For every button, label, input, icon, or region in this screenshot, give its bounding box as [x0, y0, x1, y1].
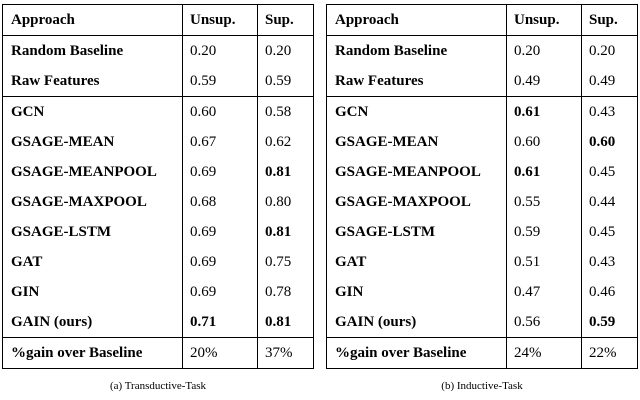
approach-cell: GIN	[11, 284, 40, 300]
unsup-cell: 0.49	[507, 66, 582, 97]
approach-cell: GAT	[335, 254, 367, 270]
sup-cell: 0.62	[258, 127, 314, 157]
unsup-cell: 0.56	[507, 307, 582, 338]
gain-sup: 37%	[258, 338, 314, 369]
approach-cell: GCN	[11, 104, 45, 120]
transductive-table	[2, 4, 314, 369]
unsup-cell: 0.68	[183, 187, 258, 217]
sup-cell: 0.43	[582, 247, 638, 277]
approach-cell: GSAGE-LSTM	[335, 224, 436, 240]
table-row	[327, 247, 638, 277]
inductive-caption: (b) Inductive-Task	[441, 380, 523, 392]
gain-sup: 22%	[582, 338, 638, 369]
sup-cell: 0.81	[258, 307, 314, 338]
sup-cell: 0.60	[582, 127, 638, 157]
unsup-cell: 0.71	[183, 307, 258, 338]
table-row	[3, 247, 314, 277]
unsup-cell: 0.61	[507, 157, 582, 187]
sup-cell: 0.20	[258, 36, 314, 67]
sup-cell: 0.45	[582, 217, 638, 247]
approach-cell: GAIN (ours)	[335, 314, 417, 330]
header-sup: Sup.	[258, 5, 314, 36]
approach-cell: GSAGE-MEANPOOL	[335, 164, 481, 180]
unsup-cell: 0.55	[507, 187, 582, 217]
sup-cell: 0.58	[258, 97, 314, 128]
header-row	[3, 5, 314, 36]
gain-row	[327, 338, 638, 369]
approach-cell: GSAGE-MAXPOOL	[11, 194, 147, 210]
unsup-cell: 0.69	[183, 277, 258, 307]
table-row	[327, 127, 638, 157]
sup-cell: 0.75	[258, 247, 314, 277]
approach-cell: GSAGE-MEAN	[11, 134, 115, 150]
approach-cell: Random Baseline	[11, 43, 124, 59]
table-row	[327, 217, 638, 247]
header-unsup: Unsup.	[183, 5, 258, 36]
approach-cell: GSAGE-MEANPOOL	[11, 164, 157, 180]
approach-cell: GIN	[335, 284, 364, 300]
approach-cell: Raw Features	[335, 73, 424, 89]
inductive-panel	[326, 4, 638, 369]
table-row	[3, 157, 314, 187]
table-row	[3, 127, 314, 157]
gain-unsup: 24%	[507, 338, 582, 369]
header-unsup: Unsup.	[507, 5, 582, 36]
table-row	[3, 36, 314, 67]
sup-cell: 0.59	[582, 307, 638, 338]
header-sup: Sup.	[582, 5, 638, 36]
table-row	[327, 277, 638, 307]
gain-label: %gain over Baseline	[335, 345, 467, 361]
table-row	[3, 97, 314, 128]
header-approach: Approach	[11, 12, 75, 28]
gain-unsup: 20%	[183, 338, 258, 369]
inductive-table	[326, 4, 638, 369]
unsup-cell: 0.20	[183, 36, 258, 67]
sup-cell: 0.80	[258, 187, 314, 217]
table-row	[3, 217, 314, 247]
approach-cell: Random Baseline	[335, 43, 448, 59]
table-row	[327, 66, 638, 97]
gain-row	[3, 338, 314, 369]
unsup-cell: 0.51	[507, 247, 582, 277]
unsup-cell: 0.60	[183, 97, 258, 128]
transductive-panel	[2, 4, 314, 369]
sup-cell: 0.59	[258, 66, 314, 97]
unsup-cell: 0.59	[507, 217, 582, 247]
unsup-cell: 0.61	[507, 97, 582, 128]
sup-cell: 0.81	[258, 157, 314, 187]
header-row	[327, 5, 638, 36]
table-row	[3, 307, 314, 338]
sup-cell: 0.43	[582, 97, 638, 128]
table-row	[327, 157, 638, 187]
approach-cell: GAT	[11, 254, 43, 270]
sup-cell: 0.81	[258, 217, 314, 247]
table-row	[327, 307, 638, 338]
sup-cell: 0.49	[582, 66, 638, 97]
unsup-cell: 0.69	[183, 157, 258, 187]
approach-cell: GSAGE-LSTM	[11, 224, 112, 240]
table-row	[3, 187, 314, 217]
gain-label: %gain over Baseline	[11, 345, 143, 361]
sup-cell: 0.78	[258, 277, 314, 307]
table-row	[327, 97, 638, 128]
approach-cell: GAIN (ours)	[11, 314, 93, 330]
approach-cell: Raw Features	[11, 73, 100, 89]
unsup-cell: 0.60	[507, 127, 582, 157]
table-row	[3, 277, 314, 307]
approach-cell: GSAGE-MEAN	[335, 134, 439, 150]
sup-cell: 0.45	[582, 157, 638, 187]
table-row	[3, 66, 314, 97]
sup-cell: 0.46	[582, 277, 638, 307]
approach-cell: GCN	[335, 104, 369, 120]
unsup-cell: 0.69	[183, 217, 258, 247]
table-row	[327, 36, 638, 67]
sup-cell: 0.44	[582, 187, 638, 217]
table-row	[327, 187, 638, 217]
unsup-cell: 0.47	[507, 277, 582, 307]
unsup-cell: 0.20	[507, 36, 582, 67]
sup-cell: 0.20	[582, 36, 638, 67]
transductive-caption: (a) Transductive-Task	[109, 380, 207, 392]
header-approach: Approach	[335, 12, 399, 28]
approach-cell: GSAGE-MAXPOOL	[335, 194, 471, 210]
unsup-cell: 0.67	[183, 127, 258, 157]
unsup-cell: 0.59	[183, 66, 258, 97]
unsup-cell: 0.69	[183, 247, 258, 277]
